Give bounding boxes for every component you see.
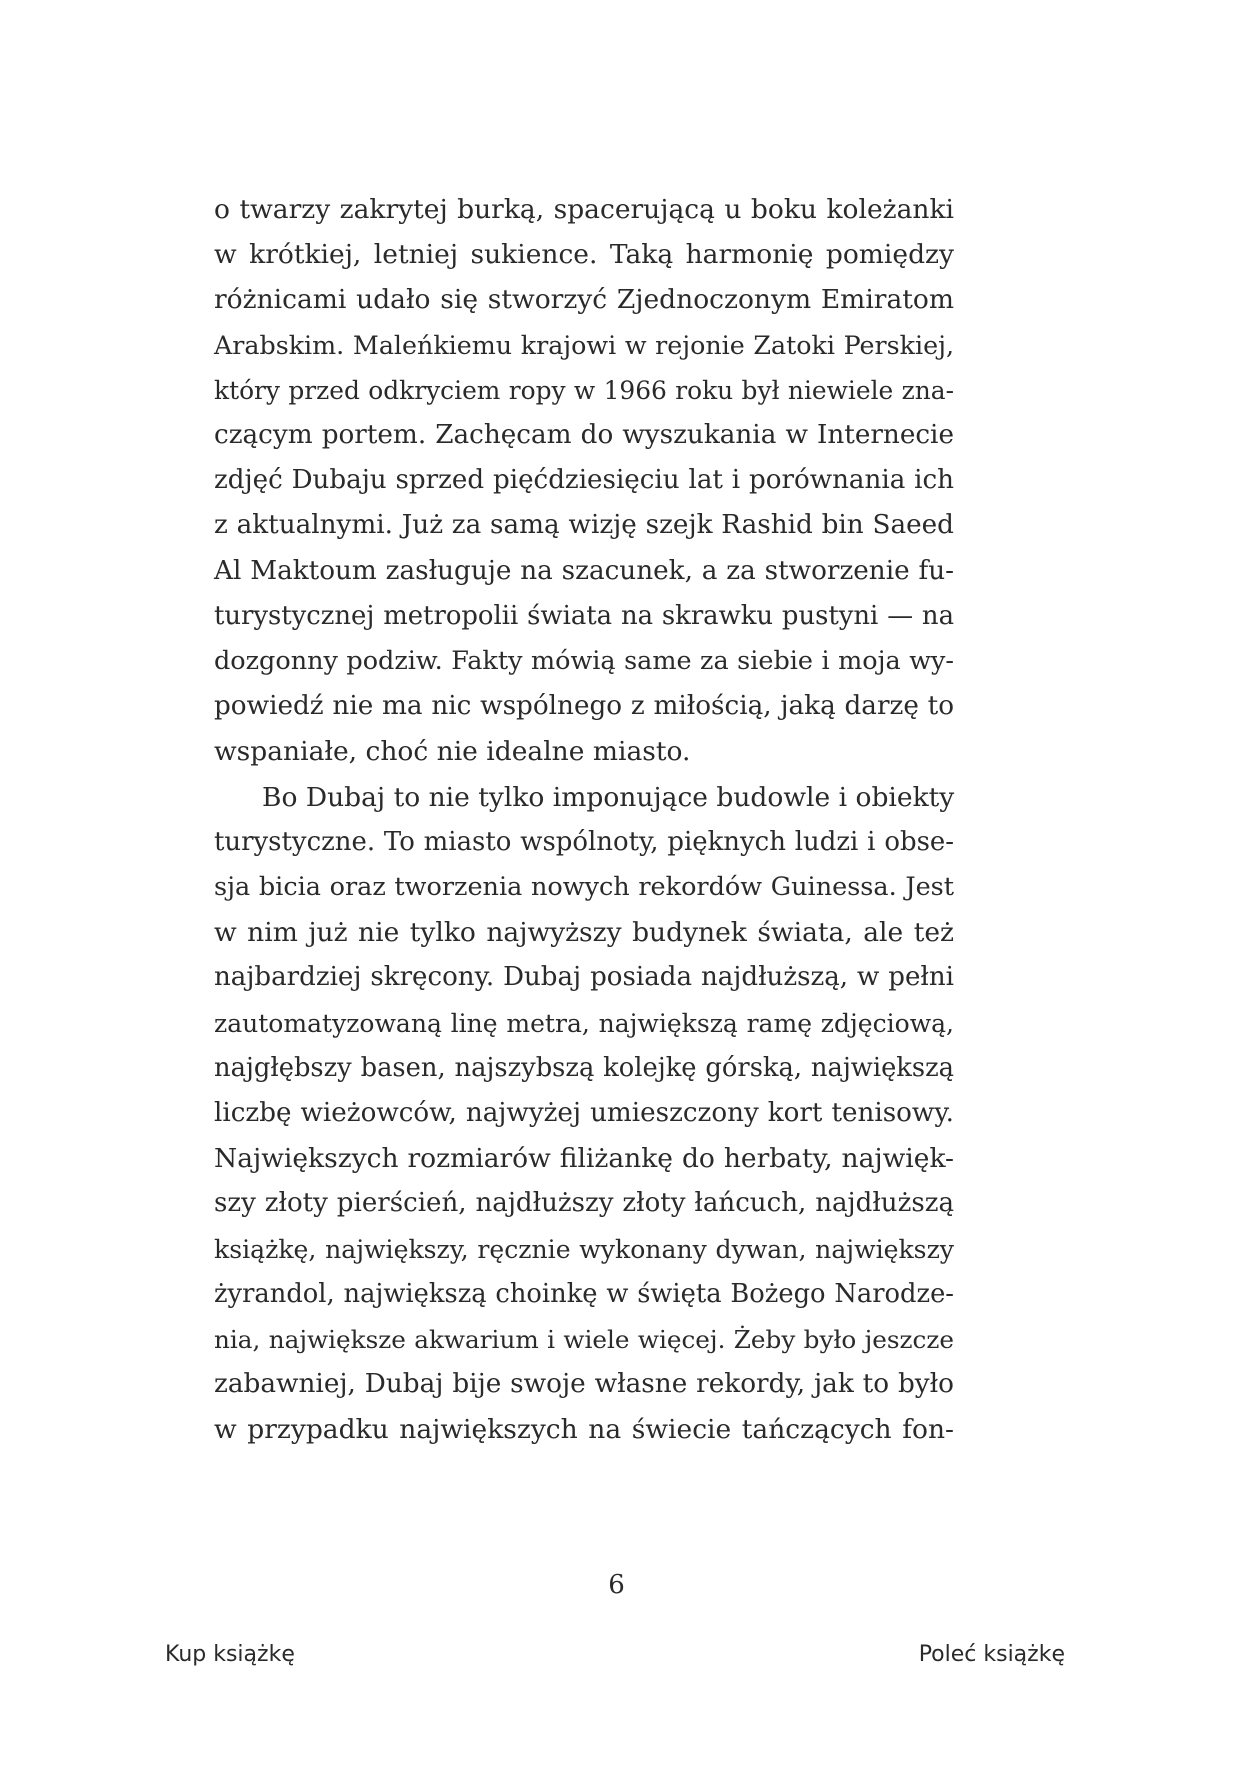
text-line: zdjęć Dubaju sprzed pięćdziesięciu lat i porównania ich [214, 465, 954, 496]
text-line: z aktualnymi. Już za samą wizję szejk Rashid bin Saeed [214, 510, 954, 541]
text-line: zabawniej, Dubaj bije swoje własne rekordy, jak to było [214, 1369, 954, 1400]
text-line: który przed odkryciem ropy w 1966 roku był niewiele zna- [214, 375, 954, 405]
text-line: szy złoty pierścień, najdłuższy złoty łańcuch, najdłuższą [214, 1188, 954, 1219]
paragraph-1 [214, 187, 954, 775]
text-line: Arabskim. Maleńkiemu krajowi w rejonie Zatoki Perskiej, [214, 329, 954, 360]
text-line: czącym portem. Zachęcam do wyszukania w Internecie [214, 420, 954, 451]
text-line: turystyczne. To miasto wspólnoty, pięknych ludzi i obse- [214, 826, 954, 857]
paragraph-2 [214, 775, 954, 1453]
text-line: sja bicia oraz tworzenia nowych rekordów Guinessa. Jest [214, 872, 954, 903]
text-line: żyrandol, największą choinkę w święta Bożego Narodze- [214, 1278, 954, 1309]
page-number: 6 [608, 1570, 625, 1600]
text-line: w przypadku największych na świecie tańczących fon- [214, 1414, 954, 1446]
text-line: najgłębszy basen, najszybszą kolejkę górską, największą [214, 1052, 954, 1083]
text-line: książkę, największy, ręcznie wykonany dywan, największy [214, 1234, 954, 1264]
recommend-book-link[interactable]: Poleć książkę [918, 1642, 1065, 1667]
page-body-text [214, 187, 954, 1453]
text-line: nia, największe akwarium i wiele więcej. Żeby było jeszcze [214, 1325, 954, 1355]
text-line: najbardziej skręcony. Dubaj posiada najdłuższą, w pełni [214, 962, 954, 993]
text-line: liczbę wieżowców, najwyżej umieszczony kort tenisowy. [214, 1098, 954, 1129]
text-line: wspaniałe, choć nie idealne miasto. [214, 736, 691, 768]
text-line: dozgonny podziw. Fakty mówią same za siebie i moja wy- [214, 646, 954, 677]
text-line: zautomatyzowaną linę metra, największą ramę zdjęciową, [214, 1008, 954, 1038]
text-line: powiedź nie ma nic wspólnego z miłością, jaką darzę to [214, 691, 954, 722]
text-line: turystycznej metropolii świata na skrawku pustyni — na [214, 600, 954, 631]
buy-book-link[interactable]: Kup książkę [165, 1642, 295, 1667]
text-line: Al Maktoum zasługuje na szacunek, a za stworzenie fu- [214, 555, 954, 586]
text-line: o twarzy zakrytej burką, spacerującą u boku koleżanki [214, 194, 954, 225]
text-line: w nim już nie tylko najwyższy budynek świata, ale też [214, 917, 954, 949]
text-line: Największych rozmiarów filiżankę do herbaty, najwięk- [214, 1143, 954, 1175]
text-line: Bo Dubaj to nie tylko imponujące budowle i obiekty [262, 781, 955, 813]
text-line: różnicami udało się stworzyć Zjednoczonym Emiratom [214, 284, 954, 316]
text-line: w krótkiej, letniej sukience. Taką harmonię pomiędzy [214, 239, 954, 271]
